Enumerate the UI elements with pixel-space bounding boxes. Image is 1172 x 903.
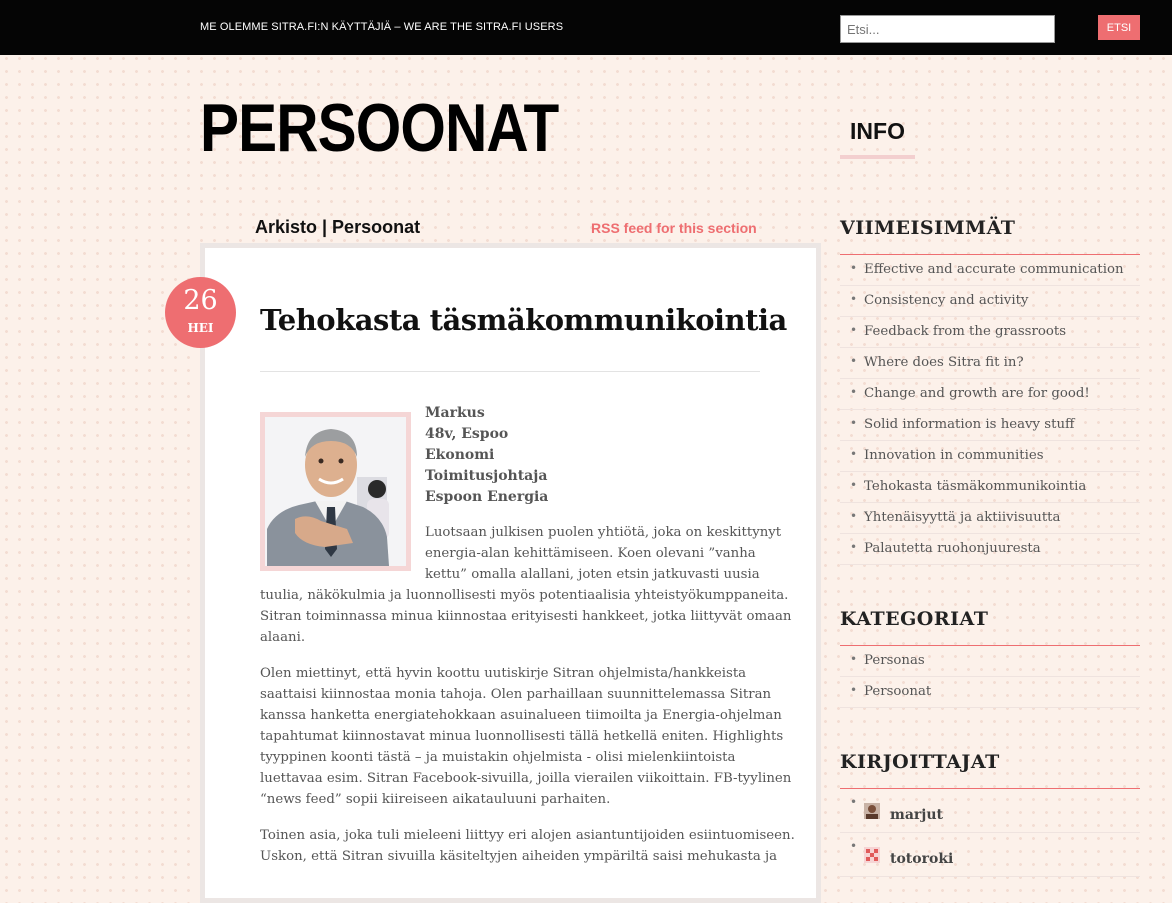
search-input[interactable] bbox=[840, 15, 1055, 43]
profile-title: Toimitusjohtaja bbox=[425, 468, 548, 484]
recent-post-item[interactable] bbox=[840, 286, 1140, 317]
bullet-icon: • bbox=[850, 509, 858, 523]
recent-post-link[interactable]: Where does Sitra fit in? bbox=[864, 355, 1024, 370]
post-title[interactable]: Tehokasta täsmäkommunikointia bbox=[260, 303, 787, 337]
recent-post-link[interactable]: Tehokasta täsmäkommunikointia bbox=[864, 479, 1087, 494]
author-item[interactable] bbox=[840, 833, 1140, 877]
paragraph-1-line: tuulia, näkökulmia ja luonnollisesti myös potentiaalisia yhteistyökumppaneita. bbox=[260, 588, 789, 603]
recent-post-item[interactable] bbox=[840, 441, 1140, 472]
paragraph-1-line: alaani. bbox=[260, 630, 306, 645]
bullet-icon: • bbox=[850, 323, 858, 337]
author-item[interactable] bbox=[840, 789, 1140, 833]
category-link[interactable]: Persoonat bbox=[864, 684, 932, 699]
search-button[interactable]: ETSI bbox=[1098, 15, 1140, 40]
paragraph-2-line: tapahtumat kiinnostavat minua luonnollisesti tällä hetkellä eniten. Highlights bbox=[260, 729, 784, 744]
site-title[interactable]: PERSOONAT bbox=[200, 90, 559, 166]
bullet-icon: • bbox=[850, 478, 858, 492]
paragraph-3-line: Toinen asia, joka tuli mieleeni liittyy eri alojen asiantuntijoiden esiintuomiseen. bbox=[260, 828, 795, 843]
author-avatar-icon bbox=[864, 847, 880, 863]
recent-post-link[interactable]: Solid information is heavy stuff bbox=[864, 417, 1075, 432]
date-badge bbox=[165, 277, 236, 348]
recent-post-link[interactable]: Effective and accurate communication bbox=[864, 262, 1124, 277]
paragraph-1-line: kettu” omalla alallani, joten etsin jatkuvasti uusia bbox=[425, 567, 760, 582]
bullet-icon: • bbox=[850, 385, 858, 399]
recent-post-link[interactable]: Yhtenäisyyttä ja aktiivisuutta bbox=[864, 510, 1061, 525]
paragraph-2-line: tyyppinen koonti tästä – ja muistakin ohjelmista - olisi mielenkiintoista bbox=[260, 750, 736, 765]
categories-heading: KATEGORIAT bbox=[840, 608, 989, 630]
author-name[interactable]: totoroki bbox=[890, 851, 954, 867]
recent-post-item[interactable] bbox=[840, 472, 1140, 503]
paragraph-2-line: kanssa hanketta energiatehokkaan asuinalueen tiimoilta ja Energia-ohjelman bbox=[260, 708, 782, 723]
bullet-icon: • bbox=[850, 261, 858, 275]
profile-age-location: 48v, Espoo bbox=[425, 426, 509, 442]
bullet-icon: • bbox=[850, 447, 858, 461]
recent-post-item[interactable] bbox=[840, 534, 1140, 565]
profile-name: Markus bbox=[425, 405, 485, 421]
profile-company: Espoon Energia bbox=[425, 489, 549, 505]
recent-post-link[interactable]: Palautetta ruohonjuuresta bbox=[864, 541, 1041, 556]
profile-info bbox=[425, 403, 548, 508]
paragraph-2-line: “news feed” sopii kiireiseen aikatauluuni parhaiten. bbox=[260, 792, 611, 807]
recent-post-item[interactable] bbox=[840, 255, 1140, 286]
categories-list bbox=[840, 646, 1140, 708]
paragraph-1-line: Sitran toiminnassa minua kiinnostaa erityisesti hankkeet, jotka liittyvät omaan bbox=[260, 609, 792, 624]
recent-post-item[interactable] bbox=[840, 317, 1140, 348]
recent-post-link[interactable]: Consistency and activity bbox=[864, 293, 1029, 308]
bullet-icon: • bbox=[850, 354, 858, 368]
recent-posts-heading: VIIMEISIMMÄT bbox=[840, 217, 1016, 239]
recent-post-item[interactable] bbox=[840, 503, 1140, 534]
author-name[interactable]: marjut bbox=[890, 807, 943, 823]
paragraph-1-line: energia-alan kehittämiseen. Koen olevani ”vanha bbox=[425, 546, 756, 561]
bullet-icon: • bbox=[850, 540, 858, 554]
bullet-icon: • bbox=[850, 795, 858, 809]
bullet-icon: • bbox=[850, 292, 858, 306]
title-divider bbox=[260, 371, 760, 372]
bullet-icon: • bbox=[850, 416, 858, 430]
rss-feed-link[interactable]: RSS feed for this section bbox=[591, 220, 757, 236]
site-tagline: ME OLEMME SITRA.FI:N KÄYTTÄJIÄ – WE ARE THE SITRA.FI USERS bbox=[200, 21, 564, 33]
recent-post-link[interactable]: Innovation in communities bbox=[864, 448, 1044, 463]
paragraph-3-line: Uskon, että Sitran sivuilla käsiteltyjen aiheiden ympäriltä saisi mehukasta ja bbox=[260, 849, 778, 864]
recent-post-item[interactable] bbox=[840, 410, 1140, 441]
breadcrumb: Arkisto | Persoonat bbox=[255, 217, 421, 237]
recent-post-link[interactable]: Feedback from the grassroots bbox=[864, 324, 1067, 339]
paragraph-2-line: saattaisi kiinnostaa monia tahoja. Olen parhaillaan suunnittelemassa Sitran bbox=[260, 687, 772, 702]
paragraph-1-line: Luotsaan julkisen puolen yhtiötä, joka on keskittynyt bbox=[425, 525, 782, 540]
recent-post-item[interactable] bbox=[840, 348, 1140, 379]
bullet-icon: • bbox=[850, 652, 858, 666]
recent-post-item[interactable] bbox=[840, 379, 1140, 410]
profile-photo bbox=[260, 412, 411, 571]
paragraph-2-line: Olen miettinyt, että hyvin koottu uutiskirje Sitran ohjelmista/hankkeista bbox=[260, 666, 747, 681]
category-link[interactable]: Personas bbox=[864, 653, 925, 668]
author-avatar-icon bbox=[864, 803, 880, 819]
top-bar bbox=[0, 0, 1172, 55]
recent-posts-list bbox=[840, 255, 1140, 565]
category-item[interactable] bbox=[840, 677, 1140, 708]
bullet-icon: • bbox=[850, 839, 858, 853]
category-item[interactable] bbox=[840, 646, 1140, 677]
paragraph-2-line: luettavaa esim. Sitran Facebook-sivuilla, joilla vierailen viikoittain. FB-tyylinen bbox=[260, 771, 792, 786]
profile-education: Ekonomi bbox=[425, 447, 495, 463]
date-month: HEI bbox=[187, 321, 214, 335]
bullet-icon: • bbox=[850, 683, 858, 697]
authors-heading: KIRJOITTAJAT bbox=[840, 751, 1000, 773]
info-link[interactable]: INFO bbox=[840, 118, 915, 159]
recent-post-link[interactable]: Change and growth are for good! bbox=[864, 386, 1090, 401]
date-day: 26 bbox=[183, 285, 218, 316]
